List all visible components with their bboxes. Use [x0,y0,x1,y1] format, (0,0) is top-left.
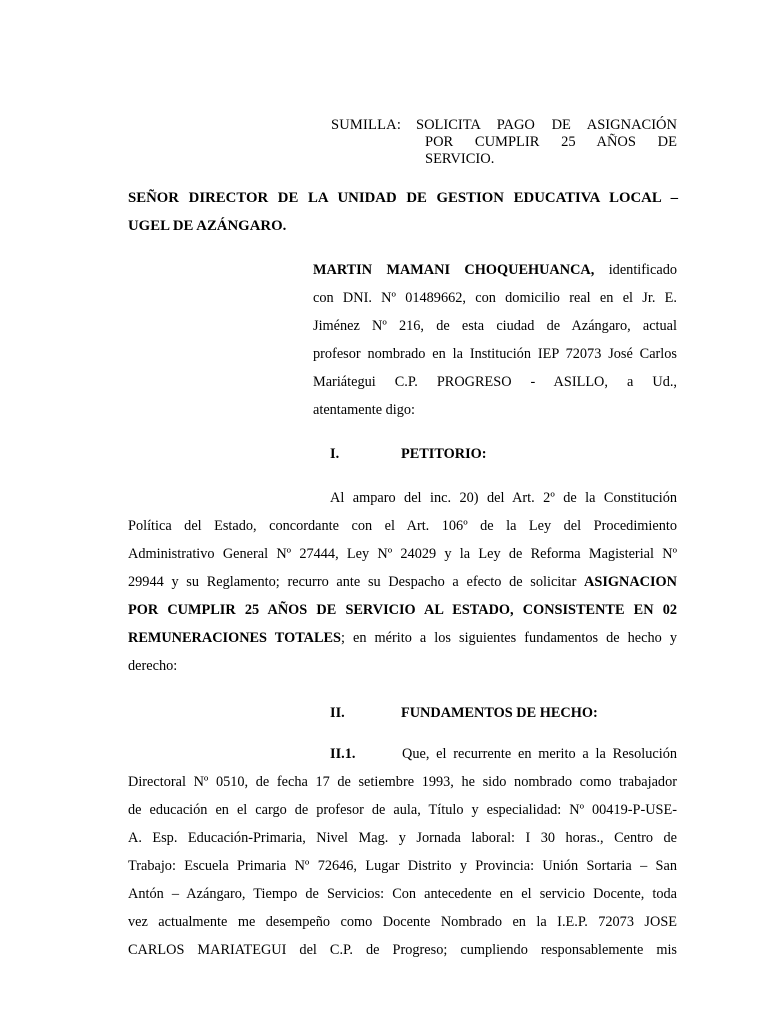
sumilla-line-3: SERVICIO. [425,151,495,167]
addressee-line-1: SEÑOR DIRECTOR DE LA UNIDAD DE GESTION EDUCATIVA LOCAL – [128,190,678,206]
petitorio-line-3 [128,574,677,591]
petitorio-line-3-text: 29944 y su Reglamento; recurro ante su Despacho a efecto de solicitar [128,574,585,590]
petitorio-line-5-text: ; en mérito a los siguientes fundamentos de hecho y [341,630,677,646]
fundamento-number: II.1. [330,746,356,762]
fundamento-line-6: vez actualmente me desempeño como Docente Nombrado en la I.E.P. 72073 JOSE [128,914,677,930]
intro-line-5: Mariátegui C.P. PROGRESO - ASILLO, a Ud., [313,374,677,390]
fundamento-line-4: Trabajo: Escuela Primaria Nº 72646, Lugar Distrito y Provincia: Unión Sortaria – San [128,858,677,874]
section-1-number: I. [330,446,340,462]
addressee-line-2: UGEL DE AZÁNGARO. [128,218,287,234]
fundamento-line-7: CARLOS MARIATEGUI del C.P. de Progreso; cumpliendo responsablemente mis [128,942,677,958]
section-1-title: PETITORIO: [401,446,487,462]
intro-line-4: profesor nombrado en la Institución IEP 72073 José Carlos [313,346,677,362]
fundamento-line-2: de educación en el cargo de profesor de aula, Título y especialidad: Nº 00419-P-USE- [128,802,677,818]
petitorio-line-5-bold: REMUNERACIONES TOTALES [128,630,342,646]
intro-line-6: atentamente digo: [313,402,416,418]
fundamento-line-1: Directoral Nº 0510, de fecha 17 de setiembre 1993, he sido nombrado como trabajador [128,774,677,790]
intro-line-1-rest: identificado [594,262,677,278]
intro-line-3: Jiménez Nº 216, de esta ciudad de Azángaro, actual [313,318,677,334]
intro-line-2: con DNI. Nº 01489662, con domicilio real en el Jr. E. [313,290,677,306]
section-2-number: II. [330,705,345,721]
sumilla-line-1: SOLICITA PAGO DE ASIGNACIÓN [416,117,677,133]
petitorio-line-5 [128,630,677,647]
applicant-name: MARTIN MAMANI CHOQUEHUANCA, [313,262,595,278]
intro-line-1 [313,262,677,279]
fundamento-line-0: Que, el recurrente en merito a la Resolución [402,746,677,762]
section-2-title: FUNDAMENTOS DE HECHO: [401,705,598,721]
petitorio-line-3-bold: ASIGNACION [584,574,677,590]
sumilla-line-2: POR CUMPLIR 25 AÑOS DE [425,134,677,150]
sumilla-label: SUMILLA: [331,117,402,133]
petitorio-line-6: derecho: [128,658,178,674]
petitorio-line-4: POR CUMPLIR 25 AÑOS DE SERVICIO AL ESTADO, CONSISTENTE EN 02 [128,602,677,618]
fundamento-line-5: Antón – Azángaro, Tiempo de Servicios: Con antecedente en el servicio Docente, toda [128,886,677,902]
petitorio-line-0: Al amparo del inc. 20) del Art. 2º de la Constitución [330,490,677,506]
petitorio-line-2: Administrativo General Nº 27444, Ley Nº 24029 y la Ley de Reforma Magisterial Nº [128,546,677,562]
petitorio-line-1: Política del Estado, concordante con el Art. 106º de la Ley del Procedimiento [128,518,677,534]
fundamento-line-3: A. Esp. Educación-Primaria, Nivel Mag. y Jornada laboral: I 30 horas., Centro de [128,830,677,846]
